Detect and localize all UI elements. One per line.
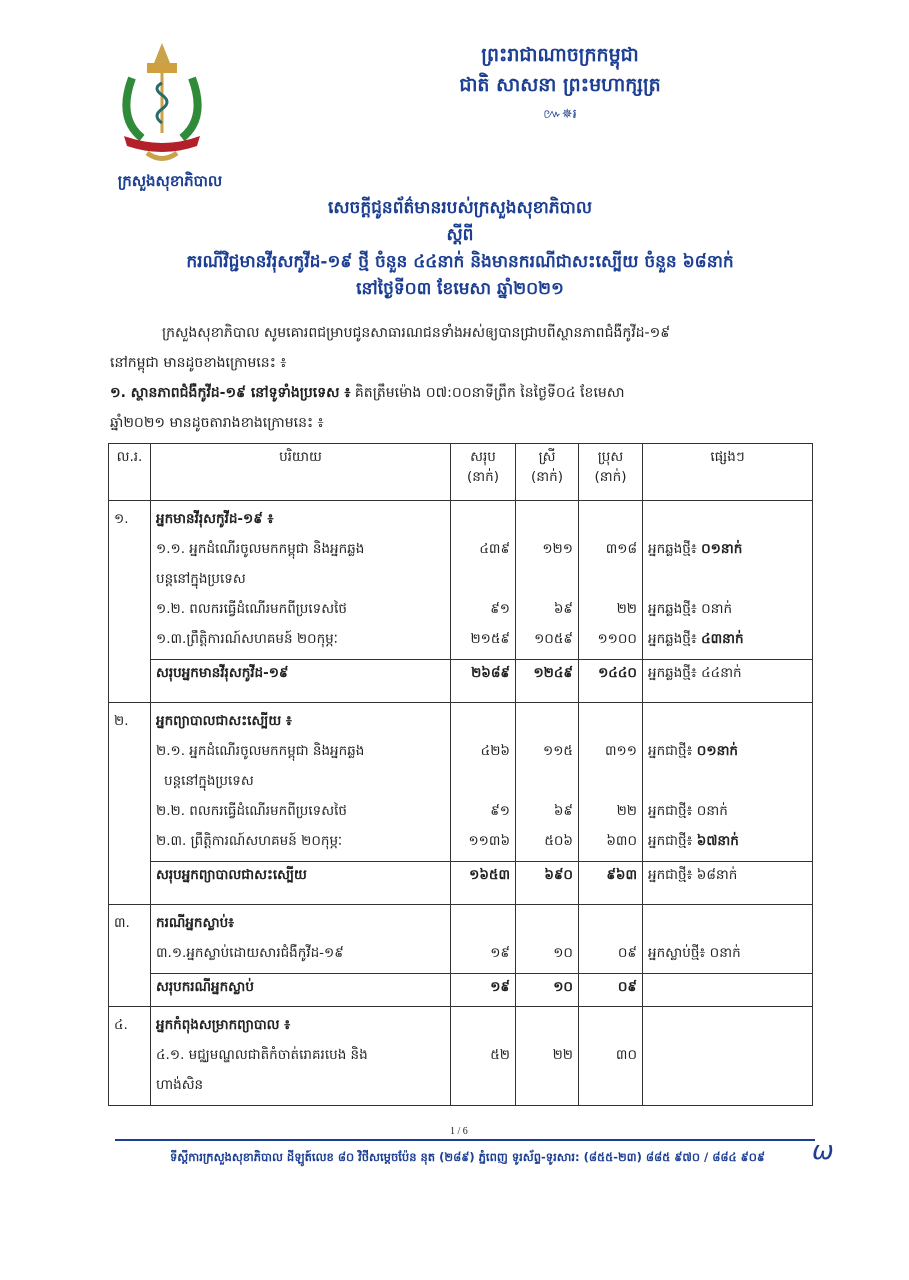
spacer — [521, 1011, 573, 1041]
female-cell — [516, 1007, 579, 1106]
spacer — [584, 565, 637, 595]
row-description: ២.២. ពលករធ្វើដំណើរមកពីប្រទេសថៃ — [156, 803, 347, 819]
section-title: អ្នកមានវីរុសកូវីដ-១៩ ៖ — [156, 511, 274, 527]
header-unit: (នាក់) — [531, 469, 563, 485]
row-female: ១២១ — [542, 541, 573, 557]
row-total: ១៩ — [490, 945, 510, 961]
subtotal-row — [109, 974, 813, 1007]
subtotal-row — [109, 660, 813, 703]
subtotal-male: ៩៦៣ — [579, 862, 643, 905]
spacer — [521, 909, 573, 939]
footer-address: ទីស្តីការក្រសួងសុខាភិបាល ដីឡូត៍លេខ ៨០ វិថីសម្តេចប៉ែន នុត (២៨៩) ភ្នំពេញ ទូរស័ព្ទ-ទូរសារ: (៨៥៥-២៣) ៨៨៥ ៩៧០ / ៨៨៤ ៩០៩ — [170, 1150, 766, 1164]
other-label: អ្នកជាថ្មី៖ — [648, 743, 693, 759]
row-female: ១០៥៩ — [534, 631, 573, 647]
other-value: ៦៧នាក់ — [696, 833, 739, 849]
spacer — [584, 1011, 637, 1041]
section-number-text: ២. — [114, 713, 129, 729]
initials-signature: ω — [812, 1136, 834, 1166]
page-number: 1 / 6 — [450, 1126, 468, 1137]
row-total: ២១៥៩ — [470, 631, 510, 647]
subtotal-total: ១៩ — [451, 974, 516, 1007]
row-description: ១.២. ពលករធ្វើដំណើរមកពីប្រទេសថៃ — [156, 601, 347, 617]
subtotal-other — [643, 660, 813, 703]
row-male: ៣១១ — [605, 743, 637, 759]
subtotal-female: ៦៩០ — [516, 862, 579, 905]
other-label: អ្នកឆ្លងថ្មី៖ — [648, 601, 697, 617]
row-description: ២.១. អ្នកដំណើរចូលមកកម្ពុជា និងអ្នកឆ្លង — [156, 743, 365, 759]
row-other — [648, 625, 807, 655]
other-label: អ្នកស្លាប់ថ្មី៖ — [648, 945, 706, 961]
row-description: ២.៣. ព្រឹត្តិការណ៍សហគមន៍ ២០កុម្ភៈ — [156, 833, 343, 849]
other-cell — [643, 905, 813, 974]
subtotal-label: សរុបអ្នកមានវីរុសកូវីដ-១៩ — [151, 660, 451, 703]
female-cell — [516, 905, 579, 974]
row-description: ១.៣.ព្រឹត្តិការណ៍សហគមន៍ ២០កុម្ភៈ — [156, 631, 338, 647]
header-description: បរិយាយ — [151, 444, 451, 501]
header-total-label: សរុប — [470, 449, 496, 465]
total-cell — [451, 501, 516, 660]
female-cell — [516, 703, 579, 862]
spacer — [648, 1071, 807, 1101]
row-total: ៤៣៩ — [479, 541, 510, 557]
total-cell — [451, 905, 516, 974]
header-unit: (នាក់) — [594, 469, 627, 485]
subtotal-number-cell — [109, 974, 151, 1007]
row-description: ៣.១.អ្នកស្លាប់ដោយសារជំងឺកូវីដ-១៩ — [156, 945, 344, 961]
subtotal-row — [109, 862, 813, 905]
section-number-text: ៣. — [114, 915, 130, 931]
spacer — [456, 767, 510, 797]
header-other: ផ្សេងៗ — [643, 444, 813, 501]
section-1-intro — [110, 378, 810, 408]
intro-line-2: នៅកម្ពុជា មានដូចខាងក្រោមនេះ ៖ — [110, 355, 287, 371]
total-cell — [451, 703, 516, 862]
section-number — [109, 703, 151, 862]
row-total: ៩១ — [490, 601, 510, 617]
row-description-continued: បន្តនៅក្នុងប្រទេស — [164, 773, 254, 789]
subtotal-total: ២៦៨៩ — [451, 660, 516, 703]
subtotal-other — [643, 862, 813, 905]
subtotal-total: ១៦៥៣ — [451, 862, 516, 905]
row-total: ៩១ — [490, 803, 510, 819]
kingdom-name: ព្រះរាជាណាចក្រកម្ពុជា — [481, 44, 639, 66]
table-section-row — [109, 905, 813, 974]
other-value: ០នាក់ — [701, 601, 733, 617]
row-other — [648, 737, 807, 767]
section-number — [109, 501, 151, 660]
spacer — [648, 767, 807, 797]
other-label: អ្នកឆ្លងថ្មី៖ — [648, 631, 697, 647]
row-other — [648, 1041, 807, 1071]
spacer — [456, 1011, 510, 1041]
document-title — [120, 195, 800, 303]
row-female: ១១៥ — [543, 743, 573, 759]
other-value: ០១នាក់ — [701, 541, 743, 557]
row-male: ៦៣០ — [606, 833, 637, 849]
spacer — [521, 707, 573, 737]
row-other — [648, 797, 807, 827]
row-total: ៤២៦ — [480, 743, 510, 759]
spacer — [648, 1011, 807, 1041]
intro-line-4: ឆ្នាំ២០២១ មានដូចតារាងខាងក្រោមនេះ ៖ — [110, 415, 324, 431]
other-label: អ្នកឆ្លងថ្មី៖ — [648, 665, 697, 681]
other-cell — [643, 703, 813, 862]
section-number-text: ១. — [114, 511, 129, 527]
subtotal-number-cell — [109, 862, 151, 905]
national-motto: ជាតិ សាសនា ព្រះមហាក្សត្រ — [459, 74, 661, 96]
row-male: ២២ — [616, 601, 637, 617]
spacer — [584, 505, 637, 535]
row-female: ៥០៦ — [544, 833, 573, 849]
subtotal-number-cell — [109, 660, 151, 703]
row-male: ០៩ — [617, 945, 637, 961]
male-cell — [579, 501, 643, 660]
spacer — [456, 1071, 510, 1101]
row-female: ១០ — [553, 945, 573, 961]
header-unit: (នាក់) — [467, 469, 499, 485]
section-description — [151, 905, 451, 974]
header-male — [579, 444, 643, 501]
section-number-text: ៤. — [114, 1017, 128, 1033]
intro-line-1: ក្រសួងសុខាភិបាល សូមគោរពជម្រាបជូនសាធារណជនទាំងអស់ឲ្យបានជ្រាបពីស្ថានភាពជំងឺកូវីដ-១៩ — [162, 325, 671, 341]
title-line-1: សេចក្តីជូនព័ត៌មានរបស់ក្រសួងសុខាភិបាល — [327, 198, 593, 218]
row-total: ៥២ — [490, 1047, 510, 1063]
subtotal-male: ១៤៤០ — [579, 660, 643, 703]
row-male: ១១០០ — [597, 631, 637, 647]
row-total: ១១៣៦ — [468, 833, 510, 849]
spacer — [584, 767, 637, 797]
row-female: ២២ — [552, 1047, 573, 1063]
subtotal-label: សរុបអ្នកព្យាបាលជាសះស្បើយ — [151, 862, 451, 905]
section-text: គិតត្រឹមម៉ោង ០៧:០០នាទីព្រឹក នៃថ្ងៃទី០៤ ខែមេសា — [354, 385, 625, 401]
spacer — [648, 909, 807, 939]
row-female: ៦៩ — [553, 601, 573, 617]
header-female — [516, 444, 579, 501]
spacer — [648, 565, 807, 595]
other-cell — [643, 501, 813, 660]
spacer — [584, 707, 637, 737]
subtotal-other — [643, 974, 813, 1007]
table-section-row — [109, 703, 813, 862]
section-title: អ្នកកំពុងសម្រាកព្យាបាល ៖ — [156, 1017, 291, 1033]
row-male: ២២ — [616, 803, 637, 819]
spacer — [456, 565, 510, 595]
row-description-continued: ហាង់សិន — [156, 1077, 204, 1093]
row-description: ១.១. អ្នកដំណើរចូលមកកម្ពុជា និងអ្នកឆ្លង — [156, 541, 365, 557]
subtotal-label: សរុបករណីអ្នកស្លាប់ — [151, 974, 451, 1007]
spacer — [648, 707, 807, 737]
kingdom-header — [430, 40, 690, 100]
row-other — [648, 827, 807, 857]
section-description — [151, 1007, 451, 1106]
spacer — [584, 1071, 637, 1101]
row-description-continued: បន្តនៅក្នុងប្រទេស — [156, 571, 246, 587]
spacer — [456, 505, 510, 535]
subtotal-female: ១២៤៩ — [516, 660, 579, 703]
section-title: អ្នកព្យាបាលជាសះស្បើយ ៖ — [156, 713, 292, 729]
other-value: ៤៣នាក់ — [701, 631, 744, 647]
row-other — [648, 595, 807, 625]
header-female-label: ស្រី — [538, 449, 556, 465]
table-section-row — [109, 1007, 813, 1106]
other-value: ០នាក់ — [709, 945, 741, 961]
male-cell — [579, 703, 643, 862]
section-description — [151, 501, 451, 660]
male-cell — [579, 1007, 643, 1106]
ministry-emblem-logo — [112, 38, 212, 166]
footer-divider — [115, 1139, 815, 1141]
section-description — [151, 703, 451, 862]
row-other — [648, 535, 807, 565]
spacer — [521, 505, 573, 535]
header-no: ល.រ. — [109, 444, 151, 501]
male-cell — [579, 905, 643, 974]
section-heading: ១. ស្ថានភាពជំងឺកូវីដ-១៩ នៅទូទាំងប្រទេស ៖ — [110, 385, 351, 401]
other-value: ៤៤នាក់ — [701, 665, 742, 681]
spacer — [521, 565, 573, 595]
title-line-2: ស្តីពី — [446, 225, 474, 245]
row-male: ៣១៨ — [605, 541, 637, 557]
ministry-name: ក្រសួងសុខាភិបាល — [117, 172, 223, 190]
section-number — [109, 905, 151, 974]
spacer — [648, 505, 807, 535]
other-value: ០នាក់ — [696, 803, 728, 819]
spacer — [521, 1071, 573, 1101]
other-label: អ្នកជាថ្មី៖ — [648, 867, 693, 883]
spacer — [521, 767, 573, 797]
title-line-3: ករណីវិជ្ជមានវីរុសកូវីដ-១៩ ថ្មី ចំនួន ៤៤នាក់ និងមានករណីជាសះស្បើយ ចំនួន ៦៨នាក់ — [186, 252, 734, 272]
spacer — [456, 909, 510, 939]
subtotal-male: ០៩ — [579, 974, 643, 1007]
row-description: ៤.១. មជ្ឈមណ្ឌលជាតិកំចាត់រោគរបេង និង — [156, 1047, 368, 1063]
row-female: ៦៩ — [553, 803, 573, 819]
other-label: អ្នកឆ្លងថ្មី៖ — [648, 541, 697, 557]
covid-statistics-table — [108, 443, 813, 1106]
female-cell — [516, 501, 579, 660]
total-cell — [451, 1007, 516, 1106]
table-section-row — [109, 501, 813, 660]
other-value: ៦៨នាក់ — [696, 867, 738, 883]
section-number — [109, 1007, 151, 1106]
spacer — [456, 707, 510, 737]
header-total — [451, 444, 516, 501]
ornament-divider: ៚✵៛ — [543, 107, 577, 122]
header-male-label: ប្រុស — [597, 449, 624, 465]
other-label: អ្នកជាថ្មី៖ — [648, 833, 693, 849]
intro-paragraph — [110, 318, 810, 438]
subtotal-female: ១០ — [516, 974, 579, 1007]
other-label: អ្នកជាថ្មី៖ — [648, 803, 693, 819]
section-title: ករណីអ្នកស្លាប់៖ — [156, 915, 235, 931]
title-line-4: នៅថ្ងៃទី០៣ ខែមេសា ឆ្នាំ២០២១ — [356, 279, 564, 299]
spacer — [584, 909, 637, 939]
row-other — [648, 939, 807, 969]
row-male: ៣០ — [615, 1047, 637, 1063]
other-cell — [643, 1007, 813, 1106]
other-value: ០១នាក់ — [696, 743, 738, 759]
table-header-row — [109, 444, 813, 501]
